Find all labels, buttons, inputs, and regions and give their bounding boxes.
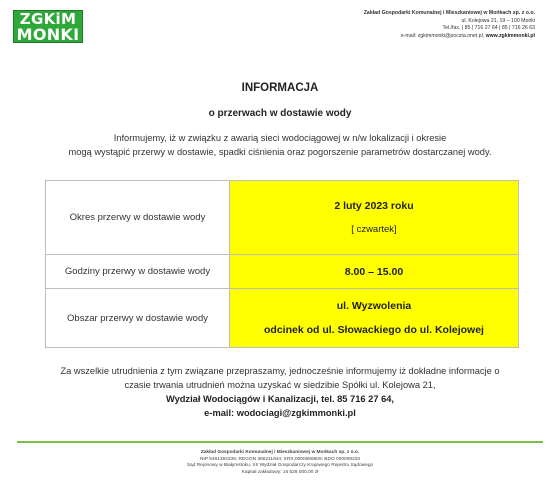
document-subtitle: o przerwach w dostawie wody [208, 108, 352, 119]
hours-range: 8.00 – 15.00 [344, 265, 404, 278]
company-email: e-mail: zgkimmonki@poczta.onet.pl, [400, 32, 486, 39]
closing-department: Wydział Wodociągów i Kanalizacji, tel. 85 716 27 64, [165, 394, 395, 404]
company-header [275, 10, 535, 40]
period-value [230, 181, 519, 255]
footer-divider [17, 441, 543, 443]
period-date: 2 luty 2023 roku [334, 200, 414, 212]
intro-paragraph [20, 131, 540, 159]
outage-table [45, 180, 519, 348]
company-name: Zakład Gospodarki Komunalnej i Mieszkaniowej w Mońkach sp. z o.o. [363, 10, 535, 16]
document-title: INFORMACJA [241, 82, 319, 94]
intro-line: Informujemy, iż w związku z awarią sieci wodociągowej w n/w lokalizacji i okresie [113, 133, 447, 143]
footer-company-name: Zakład Gospodarki Komunalnej i Mieszkaniowej w Mońkach sp. z o.o. [200, 450, 360, 455]
closing-line: czasie trwania utrudnień można uzyskać w siedzibie Spółki ul. Kolejowa 21, [124, 380, 436, 390]
area-street: ul. Wyzwolenia [336, 300, 412, 312]
hours-label: Godziny przerwy w dostawie wody [46, 255, 230, 289]
closing-paragraph [10, 364, 550, 420]
table-row-hours [46, 255, 519, 289]
footer-ids: NIP 5461393335; REGON 366211644; KRS:0000686609; BDO 000008333 [199, 456, 361, 462]
intro-line: mogą wystąpić przerwy w dostawie, spadki ciśnienia oraz pogorszenie parametrów dostarczanej wody. [68, 147, 492, 157]
closing-line: Za wszelkie utrudnienia z tym związane przepraszamy, jednocześnie informujemy iż dokładne informacje o [60, 366, 500, 376]
company-contact [275, 33, 535, 41]
table-row-area [46, 289, 519, 348]
page-footer [0, 450, 560, 476]
area-label: Obszar przerwy w dostawie wody [46, 289, 230, 348]
company-website[interactable]: www.zgkimmonki.pl [485, 32, 535, 39]
company-phones: Tel./fax. | 85 | 716 27 64 | 85 | 716 26 63 [442, 25, 535, 31]
hours-value [230, 255, 519, 289]
logo-line2: MONKI [16, 25, 80, 44]
footer-court: Sąd Rejonowy w Białymstoku, XII Wydział Gospodarczy Krajowego Rejestru Sądowego [186, 463, 374, 469]
footer-capital: Kapitał zakładowy: 16 528 000,00 zł [241, 469, 319, 475]
logo-line1: ZGKiM [19, 10, 77, 28]
period-weekday: [ czwartek] [351, 224, 397, 235]
table-row-period [46, 181, 519, 255]
closing-email[interactable]: e-mail: wodociagi@zgkimmonki.pl [204, 408, 356, 418]
area-value [230, 289, 519, 348]
area-segment: odcinek od ul. Słowackiego do ul. Kolejowej [264, 324, 484, 336]
company-logo [13, 10, 83, 43]
period-label: Okres przerwy w dostawie wody [46, 181, 230, 255]
company-address: ul. Kolejowa 21, 19 – 100 Mońki [461, 17, 535, 24]
